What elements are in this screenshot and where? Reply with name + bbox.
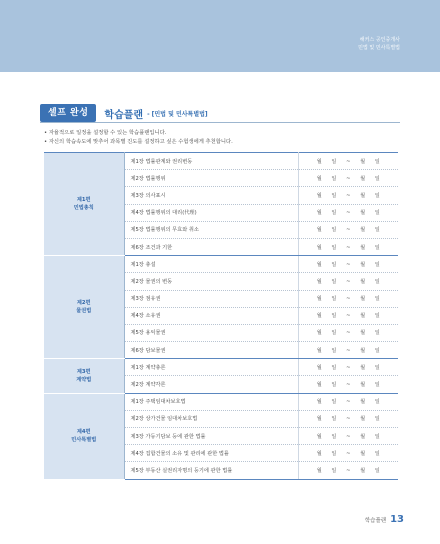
- intro-bullets: [44, 129, 233, 147]
- chapter-name: 제2장 상가건물 임대차보호법: [124, 410, 298, 427]
- date-range-field[interactable]: 월 일 ~ 월 일: [298, 324, 398, 341]
- page-title: 학습플랜: [104, 109, 144, 121]
- chapter-name: 제5장 부동산 실권리자명의 등기에 관한 법률: [124, 462, 298, 479]
- plan-row: [44, 256, 398, 273]
- chapter-name: 제3장 가등기담보 등에 관한 법률: [124, 428, 298, 445]
- date-range-field[interactable]: 월 일 ~ 월 일: [298, 445, 398, 462]
- chapter-name: 제2장 법률행위: [124, 170, 298, 187]
- chapter-name: 제1장 법률관계와 권리변동: [124, 153, 298, 170]
- publication-line-1: 해커스 공인중개사: [359, 37, 400, 43]
- date-range-field[interactable]: 월 일 ~ 월 일: [298, 307, 398, 324]
- date-range-field[interactable]: 월 일 ~ 월 일: [298, 273, 398, 290]
- chapter-name: 제1장 총설: [124, 256, 298, 273]
- heading-rule: [40, 122, 400, 123]
- page-subtitle: - [민법 및 민사특별법]: [147, 110, 208, 118]
- chapter-name: 제4장 소유권: [124, 307, 298, 324]
- study-plan-table: [44, 152, 398, 480]
- date-range-field[interactable]: 월 일 ~ 월 일: [298, 376, 398, 393]
- date-range-field[interactable]: 월 일 ~ 월 일: [298, 342, 398, 359]
- plan-row: [44, 359, 398, 376]
- date-range-field[interactable]: 월 일 ~ 월 일: [298, 170, 398, 187]
- date-range-field[interactable]: 월 일 ~ 월 일: [298, 359, 398, 376]
- plan-row: [44, 153, 398, 170]
- plan-row: [44, 393, 398, 410]
- chapter-name: 제3장 점유권: [124, 290, 298, 307]
- date-range-field[interactable]: 월 일 ~ 월 일: [298, 187, 398, 204]
- date-range-field[interactable]: 월 일 ~ 월 일: [298, 221, 398, 238]
- chapter-name: 제5장 용익물권: [124, 324, 298, 341]
- chapter-name: 제5장 법률행위의 무효와 취소: [124, 221, 298, 238]
- date-range-field[interactable]: 월 일 ~ 월 일: [298, 462, 398, 479]
- date-range-field[interactable]: 월 일 ~ 월 일: [298, 290, 398, 307]
- chapter-name: 제6장 조건과 기한: [124, 238, 298, 255]
- part-label: 제3편 계약법: [44, 359, 124, 393]
- date-range-field[interactable]: 월 일 ~ 월 일: [298, 410, 398, 427]
- chapter-name: 제1장 주택임대차보호법: [124, 393, 298, 410]
- part-label: 제4편 민사특별법: [44, 393, 124, 479]
- date-range-field[interactable]: 월 일 ~ 월 일: [298, 204, 398, 221]
- page-number: 13: [390, 514, 404, 525]
- chapter-name: 제4장 집합건물의 소유 및 관리에 관한 법률: [124, 445, 298, 462]
- date-range-field[interactable]: 월 일 ~ 월 일: [298, 153, 398, 170]
- date-range-field[interactable]: 월 일 ~ 월 일: [298, 256, 398, 273]
- footer-label: 학습플랜: [364, 517, 387, 524]
- chapter-name: 제2장 물권의 변동: [124, 273, 298, 290]
- bullet-item: • 자신의 학습속도에 맞추어 과목별 진도를 설정하고 싶은 수험생에게 추천합니다.: [44, 138, 233, 147]
- header-band: [0, 0, 440, 72]
- part-label: 제2편 물권법: [44, 256, 124, 359]
- date-range-field[interactable]: 월 일 ~ 월 일: [298, 393, 398, 410]
- date-range-field[interactable]: 월 일 ~ 월 일: [298, 428, 398, 445]
- publication-line-2: 민법 및 민사특별법: [358, 45, 400, 51]
- self-complete-badge: 셀프 완성: [40, 104, 96, 122]
- chapter-name: 제4장 법률행위의 대리(代理): [124, 204, 298, 221]
- part-label: 제1편 민법총칙: [44, 153, 124, 256]
- chapter-name: 제6장 담보물권: [124, 342, 298, 359]
- section-heading: [40, 104, 208, 122]
- publication-info: [358, 36, 400, 52]
- chapter-name: 제2장 계약각론: [124, 376, 298, 393]
- chapter-name: 제1장 계약총론: [124, 359, 298, 376]
- page-footer: [365, 514, 404, 525]
- chapter-name: 제3장 의사표시: [124, 187, 298, 204]
- date-range-field[interactable]: 월 일 ~ 월 일: [298, 238, 398, 255]
- bullet-item: • 자율적으로 일정을 설정할 수 있는 학습플랜입니다.: [44, 129, 233, 138]
